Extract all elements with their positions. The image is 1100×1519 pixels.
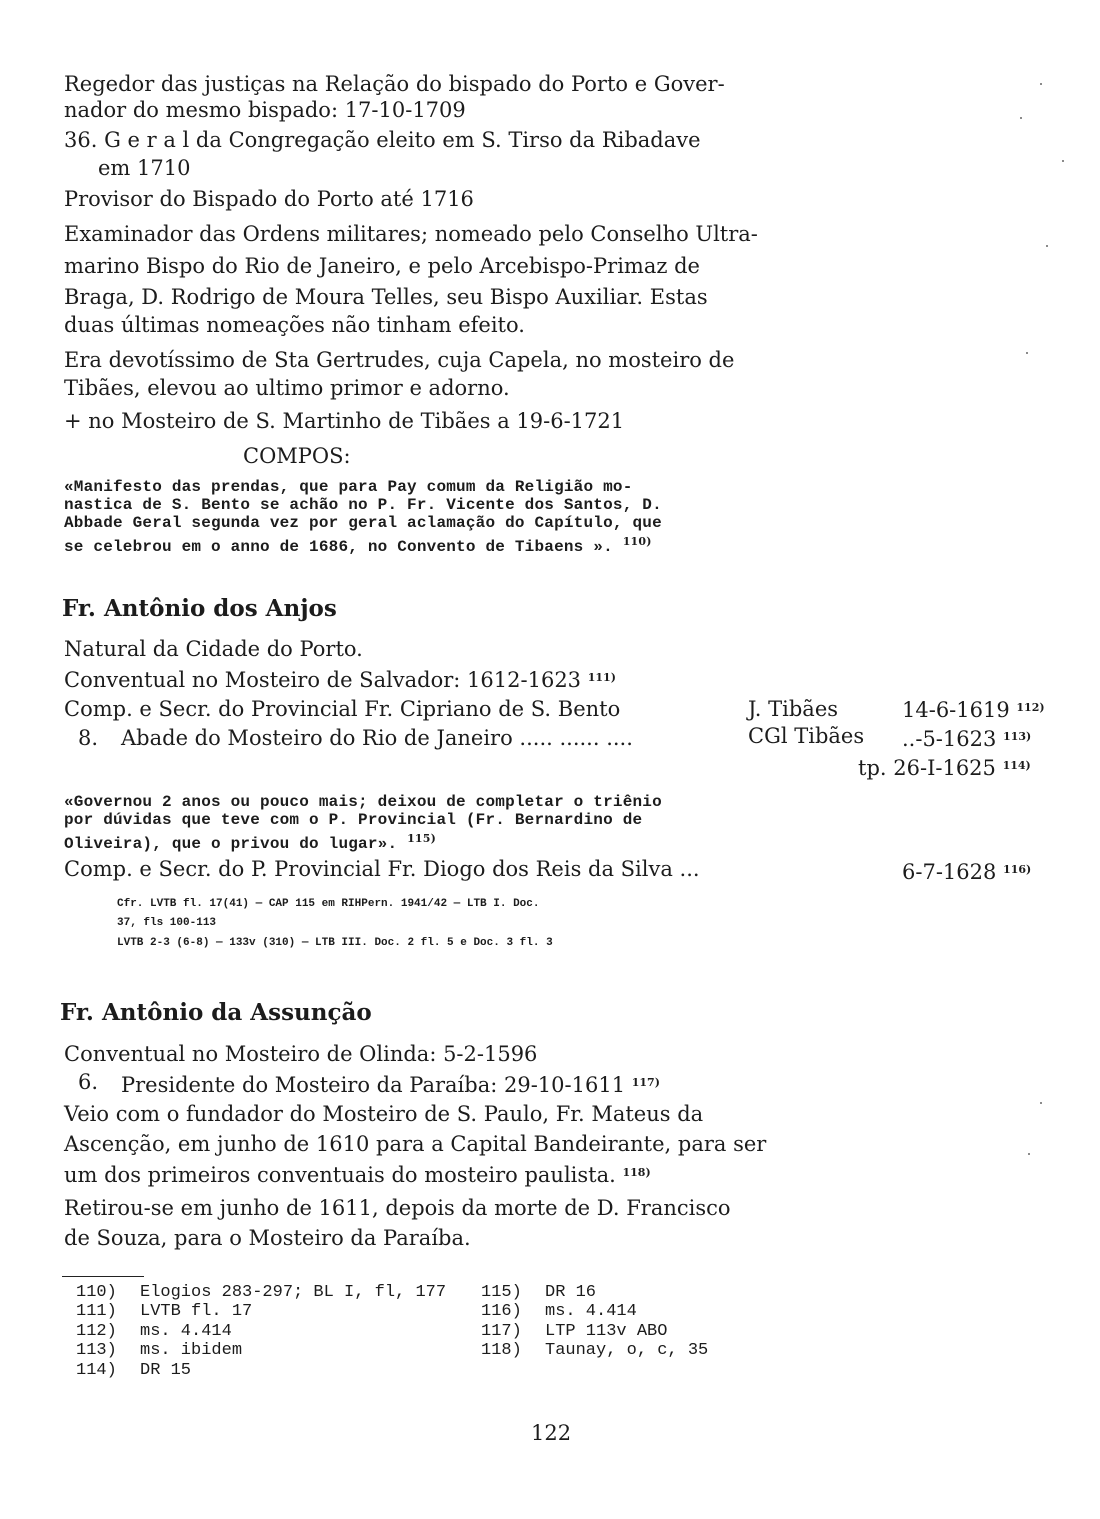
- footnote-number: 110): [76, 1283, 117, 1302]
- quote-line: Abbade Geral segunda vez por geral aclamação do Capítulo, que: [64, 514, 662, 532]
- footnote-text: ms. 4.414: [545, 1302, 637, 1321]
- footnote-ref: 115): [407, 832, 437, 845]
- text-line: em 1710: [98, 156, 191, 180]
- text-line: Veio com o fundador do Mosteiro de S. Paulo, Fr. Mateus da: [64, 1102, 704, 1126]
- footnote-text: LTP 113v ABO: [545, 1322, 668, 1341]
- text-line: Tibães, elevou ao ultimo primor e adorno.: [64, 376, 510, 400]
- text-line: Ascenção, em junho de 1610 para a Capital Bandeirante, para ser: [64, 1132, 767, 1156]
- footnote-number: 117): [481, 1322, 522, 1341]
- page-number: 122: [531, 1421, 572, 1445]
- footnote-number: 112): [76, 1322, 117, 1341]
- scan-speck: [1062, 160, 1064, 162]
- footnote-ref: 112): [1016, 701, 1045, 714]
- office-tp: tp. 26-I-1625 $^{114)}$: [858, 756, 1031, 780]
- death-line: + no Mosteiro de S. Martinho de Tibães a 19-6-1721: [64, 409, 625, 433]
- text-line: de Souza, para o Mosteiro da Paraíba.: [64, 1226, 471, 1250]
- office-line: Comp. e Secr. do P. Provincial Fr. Diogo dos Reis da Silva ...: [64, 857, 700, 881]
- quote-line-last: se celebrou em o anno de 1686, no Convento de Tibaens ». $^{110)}$: [64, 535, 652, 556]
- text-line: Regedor das justiças na Relação do bispado do Porto e Gover-: [64, 72, 725, 96]
- entry-heading: Fr. Antônio da Assunção: [60, 999, 372, 1026]
- text-line: Examinador das Ordens militares; nomeado pelo Conselho Ultra-: [64, 222, 758, 246]
- text-line: Era devotíssimo de Sta Gertrudes, cuja Capela, no mosteiro de: [64, 348, 735, 372]
- office-line: Abade do Mosteiro do Rio de Janeiro ..... ...... ....: [121, 726, 633, 750]
- footnote-text: DR 16: [545, 1283, 597, 1302]
- office-date: 14-6-1619 $^{112)}$: [902, 698, 1045, 722]
- footnote-text: Taunay, o, c, 35: [545, 1341, 709, 1360]
- footnote-number: 111): [76, 1302, 117, 1321]
- footnote-number: 116): [481, 1302, 522, 1321]
- scan-speck: [1028, 1153, 1030, 1155]
- text-line: Presidente do Mosteiro da Paraíba: 29-10-1611 $^{117)}$: [121, 1073, 660, 1097]
- footnote-text: Elogios 283-297; BL I, fl, 177: [140, 1283, 447, 1302]
- office-line: Comp. e Secr. do Provincial Fr. Cipriano de S. Bento: [64, 697, 621, 721]
- text-line: Braga, D. Rodrigo de Moura Telles, seu Bispo Auxiliar. Estas: [64, 285, 708, 309]
- footnote-ref: 116): [1003, 863, 1032, 876]
- footnote-ref: 110): [622, 535, 652, 548]
- footnote-number: 115): [481, 1283, 522, 1302]
- footnote-ref: 118): [622, 1166, 651, 1179]
- list-number: 8.: [78, 726, 99, 750]
- text-line: Retirou-se em junho de 1611, depois da morte de D. Francisco: [64, 1196, 731, 1220]
- footnote-number: 118): [481, 1341, 522, 1360]
- compos-heading: COMPOS:: [243, 444, 351, 468]
- footnote-number: 113): [76, 1341, 117, 1360]
- footnote-rule: [62, 1276, 144, 1277]
- text-line: 36. G e r a l da Congregação eleito em S. Tirso da Ribadave: [64, 128, 701, 152]
- source-citation: 37, fls 100-113: [117, 917, 217, 929]
- office-date: ..-5-1623 $^{113)}$: [902, 727, 1032, 751]
- list-number: 6.: [78, 1070, 99, 1094]
- office-date: 6-7-1628 $^{116)}$: [902, 860, 1032, 884]
- scan-speck: [1046, 245, 1048, 247]
- scan-speck: [1026, 352, 1028, 354]
- footnote-ref: 113): [1003, 730, 1032, 743]
- text-line: duas últimas nomeações não tinham efeito.: [64, 313, 525, 337]
- text-line: Conventual no Mosteiro de Olinda: 5-2-1596: [64, 1042, 538, 1066]
- office-place: J. Tibães: [748, 697, 839, 721]
- text-line: Conventual no Mosteiro de Salvador: 1612-1623 $^{111)}$: [64, 668, 616, 692]
- scan-speck: [1040, 1102, 1042, 1104]
- text-line: marino Bispo do Rio de Janeiro, e pelo Arcebispo-Primaz de: [64, 254, 700, 278]
- text-line: nador do mesmo bispado: 17-10-1709: [64, 98, 466, 122]
- source-citation: LVTB 2-3 (6-8) — 133v (310) — LTB III. Doc. 2 fl. 5 e Doc. 3 fl. 3: [117, 937, 553, 949]
- text-line: Natural da Cidade do Porto.: [64, 637, 363, 661]
- text-line: Provisor do Bispado do Porto até 1716: [64, 187, 474, 211]
- source-citation: Cfr. LVTB fl. 17(41) — CAP 115 em RIHPern. 1941/42 — LTB I. Doc.: [117, 898, 540, 910]
- entry-heading: Fr. Antônio dos Anjos: [62, 595, 337, 622]
- footnote-text: ms. 4.414: [140, 1322, 232, 1341]
- quote-line: por dúvidas que teve com o P. Provincial (Fr. Bernardino de: [64, 811, 643, 829]
- quote-line-last: Oliveira), que o privou do lugar». $^{115)}$: [64, 832, 437, 853]
- text-line: um dos primeiros conventuais do mosteiro paulista. $^{118)}$: [64, 1163, 651, 1187]
- quote-line: «Governou 2 anos ou pouco mais; deixou de completar o triênio: [64, 793, 662, 811]
- office-place: CGl Tibães: [748, 724, 865, 748]
- quote-line: «Manifesto das prendas, que para Pay comum da Religião mo-: [64, 478, 633, 496]
- footnote-text: DR 15: [140, 1361, 192, 1380]
- footnote-text: ms. ibidem: [140, 1341, 243, 1360]
- scan-speck: [1040, 83, 1042, 85]
- footnote-ref: 114): [1002, 759, 1031, 772]
- footnote-ref: 117): [631, 1076, 660, 1089]
- footnote-text: LVTB fl. 17: [140, 1302, 253, 1321]
- quote-line: nastica de S. Bento se achão no P. Fr. Vicente dos Santos, D.: [64, 496, 662, 514]
- footnote-number: 114): [76, 1361, 117, 1380]
- scan-speck: [1020, 117, 1022, 119]
- footnote-ref: 111): [587, 671, 616, 684]
